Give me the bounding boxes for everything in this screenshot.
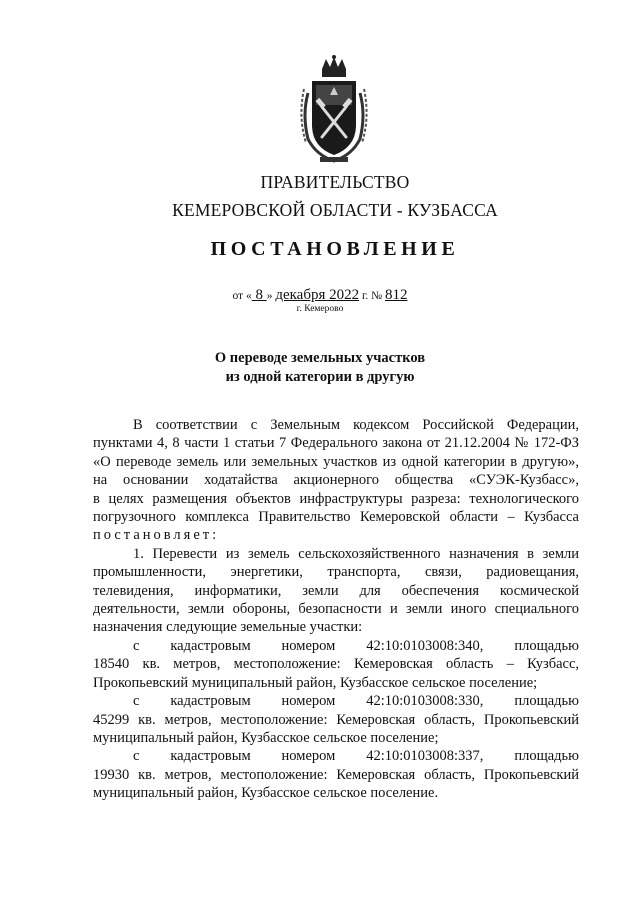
body-line: В соответствии с Земельным кодексом Российской Федерации, (133, 417, 579, 433)
document-number: 812 (385, 287, 408, 303)
parcel2-line: муниципальный район, Кузбасское сельское поселение; (93, 729, 439, 746)
document-type-title: ПОСТАНОВЛЕНИЕ (210, 238, 460, 260)
parcel1-line: Прокопьевский муниципальный район, Кузбасское сельское поселение; (93, 674, 538, 691)
item1-line: промышленности, энергетики, транспорта, связи, радиовещания, (93, 564, 579, 581)
date-day: 8 (251, 287, 267, 303)
date-prefix: от « (232, 290, 252, 302)
parcel2-line: с кадастровым номером 42:10:0103008:330, площадью (133, 693, 579, 710)
date-mid: » (266, 290, 276, 302)
resolves-line: постановляет: (93, 527, 220, 544)
parcel3-line: муниципальный район, Кузбасское сельское поселение. (93, 785, 439, 802)
parcel3-line: 19930 кв. метров, местоположение: Кемеровская область, Прокопьевский (93, 766, 579, 783)
body-line: погрузочного комплекса Правительство Кемеровской области – Кузбасса (93, 509, 579, 526)
parcel1-line: 18540 кв. метров, местоположение: Кемеровская область – Кузбасс, (93, 656, 579, 673)
parcel2-line: 45299 кв. метров, местоположение: Кемеровская область, Прокопьевский (93, 711, 579, 728)
government-name-line2: КЕМЕРОВСКОЙ ОБЛАСТИ - КУЗБАССА (172, 200, 498, 220)
date-month-year: декабря 2022 (275, 287, 360, 303)
parcel3-line: с кадастровым номером 42:10:0103008:337, площадью (133, 748, 579, 765)
subject-line2: из одной категории в другую (225, 369, 415, 385)
item1-line: телевидения, информатики, земли для обеспечения космической (93, 582, 579, 599)
item1-line: деятельности, земли обороны, безопасности и земли иного специального (93, 601, 579, 618)
kuzbass-coat-of-arms-icon (298, 55, 370, 165)
document-city: г. Кемерово (296, 304, 344, 314)
subject-line1: О переводе земельных участков (214, 350, 426, 366)
document-body (93, 416, 579, 803)
document-subject (0, 349, 640, 387)
body-line: на основании ходатайства акционерного общества «СУЭК-Кузбасс», (93, 472, 579, 489)
date-suffix: г. № (359, 290, 386, 302)
government-name-line1: ПРАВИТЕЛЬСТВО (260, 172, 410, 192)
body-line: «О переводе земель или земельных участков из одной категории в другую», (93, 453, 579, 470)
body-line: пунктами 4, 8 части 1 статьи 7 Федерального закона от 21.12.2004 № 172-ФЗ (93, 435, 579, 452)
item1-line: назначения следующие земельные участки: (93, 619, 363, 636)
parcel1-line: с кадастровым номером 42:10:0103008:340, площадью (133, 637, 579, 654)
body-line: в целях размещения объектов инфраструктуры разреза: технологического (93, 490, 579, 507)
item1-line: 1. Перевести из земель сельскохозяйственного назначения в земли (133, 545, 579, 562)
document-date-number (0, 287, 640, 304)
